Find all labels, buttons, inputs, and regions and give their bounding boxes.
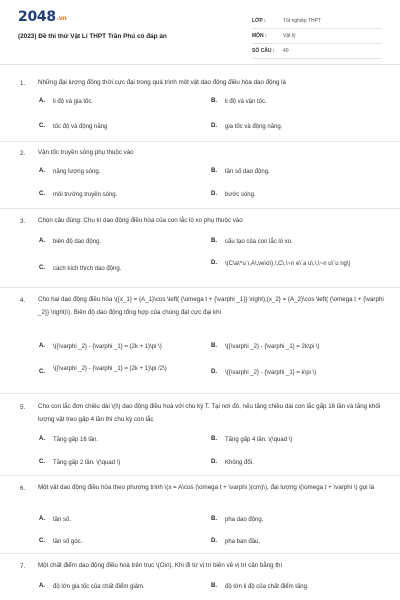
option-text: năng lượng sóng. (53, 169, 101, 175)
option-letter: A. (39, 98, 45, 104)
option-letter: B. (211, 168, 217, 174)
question-separator (0, 393, 400, 394)
meta-row-class (252, 14, 382, 29)
option-text: cấu tạo của con lắc lò xo. (225, 239, 293, 245)
option-letter: C. (39, 191, 45, 197)
question-text: Một chất điểm dao động điều hoà trên trục \(Ox\). Khi đi từ vị trí biên về vị trí cân bằng thì (38, 562, 283, 569)
meta-value: Vật lý (283, 33, 296, 39)
question-separator (0, 553, 400, 554)
option-text: độ lớn li độ của chất điểm tăng. (225, 584, 309, 590)
option-text: \({\varphi _2} - {\varphi _1} = (2k + 1)\pi \) (53, 344, 162, 350)
option-text: tần số dao động. (225, 169, 270, 175)
option-letter: C. (39, 123, 45, 129)
question-separator (0, 475, 400, 476)
question-number: 1. (20, 80, 26, 87)
option-letter: C. (39, 265, 45, 271)
question-number: 7. (20, 563, 26, 570)
question-number: 2. (20, 150, 26, 157)
option-text: li độ và gia tốc. (53, 99, 94, 105)
option-letter: C. (39, 538, 45, 544)
option-letter: A. (39, 516, 45, 522)
question-number: 4. (20, 297, 26, 304)
option-letter: B. (211, 238, 217, 244)
option-letter: B. (211, 343, 217, 349)
page-header (0, 0, 400, 60)
option-letter: D. (211, 260, 217, 266)
option-letter: C. (39, 369, 45, 375)
question-number: 6. (20, 485, 26, 492)
option-text: cách kích thích dao động. (53, 266, 122, 272)
meta-key: MÔN : (252, 33, 267, 39)
question-number: 5. (20, 404, 26, 411)
option-text: pha dao động. (225, 517, 264, 523)
option-text: gia tốc và động năng. (225, 124, 283, 130)
meta-key: SỐ CÂU : (252, 48, 275, 54)
option-text: Tăng gấp 2 lần. \(\quad \) (53, 460, 121, 466)
option-letter: B. (211, 436, 217, 442)
site-logo[interactable]: 2048.vn (18, 9, 67, 25)
option-text: Tăng gấp 4 lần. \(\quad \) (225, 437, 293, 443)
option-text: pha ban đầu. (225, 539, 261, 545)
option-text: môi trường truyền sóng. (53, 192, 118, 198)
option-letter: B. (211, 583, 217, 589)
option-letter: A. (39, 238, 45, 244)
meta-key: LỚP : (252, 18, 266, 24)
option-text: Tăng gấp 16 lần. (53, 437, 99, 443)
option-text: độ lớn gia tốc của chất điểm giảm. (53, 584, 145, 590)
option-letter: D. (211, 123, 217, 129)
option-letter: B. (211, 98, 217, 104)
option-letter: D. (211, 191, 217, 197)
question-text: Những đại lượng đồng thời cực đại trong quá trình một vật dao động điều hòa dao động là (38, 79, 286, 86)
exam-meta-table (252, 14, 382, 59)
option-letter: D. (211, 538, 217, 544)
option-text: \({\varphi _2} - {\varphi _1} = k\pi \) (225, 370, 317, 376)
option-letter: A. (39, 168, 45, 174)
question-text: Vận tốc truyền sóng phụ thuộc vào (38, 149, 134, 156)
exam-title: (2023) Đề thi thử Vật Lí THPT Trần Phú có đáp án (18, 33, 167, 40)
option-text: li độ và vận tốc. (225, 99, 267, 105)
option-letter: D. (211, 369, 217, 375)
question-separator (0, 208, 400, 209)
option-text: tần số góc. (53, 539, 83, 545)
question-text: Cho con lắc đơn chiều dài \(l\) dao động điều hoà với chu kỳ T. Tại nơi đó, nếu tăng chiều dài con lắc gấp 16 lần và tăng khối lượng vật treo gấp 4 lần thì chu kỳ con lắc (38, 403, 381, 423)
option-text: tần số. (53, 517, 72, 523)
option-text: tốc độ và động năng (53, 124, 108, 130)
header-divider (0, 64, 400, 65)
meta-row-count (252, 44, 382, 59)
option-text: Không đổi. (225, 460, 254, 466)
question-separator (0, 141, 400, 142)
question-text: Một vật dao động điều hòa theo phương trình \(x = A\cos (\omega t + \varphi )(cm)\), đại lượng \(\omega t + \varphi \) gọi là (38, 484, 375, 491)
option-letter: C. (39, 459, 45, 465)
question-separator (0, 287, 400, 288)
option-text: biên độ dao động. (53, 239, 102, 245)
option-letter: D. (211, 459, 217, 465)
option-text: \({\varphi _2} - {\varphi _1} = (2k + 1)\pi /2\) (53, 366, 167, 372)
option-letter: B. (211, 516, 217, 522)
meta-row-subject (252, 29, 382, 44)
meta-value: 40 (283, 48, 289, 54)
question-number: 3. (20, 218, 26, 225)
option-text: \({\varphi _2} - {\varphi _1} = 2k\pi \) (225, 344, 320, 350)
option-letter: A. (39, 343, 45, 349)
meta-value: Tốt nghiệp THPT (283, 18, 321, 24)
option-text: \(C\a\^u \,A\,ve\o\},\,C\,\~n e\`a u\,\,\~n u\`u ng\) (225, 261, 351, 267)
option-letter: A. (39, 583, 45, 589)
option-letter: A. (39, 436, 45, 442)
question-text: Chọn câu đúng: Chu kì dao động điều hòa của con lắc lò xo phụ thuộc vào (38, 217, 243, 224)
option-text: bước sóng. (225, 192, 256, 198)
question-text: Cho hai dao động điều hòa \({x_1} = {A_1}\cos \left( {\omega t + {\varphi _1}} \right);{x_2} = {A_2}\cos \left( {\omega t + {\varphi _2}} \right)\). Biên độ dao động tổng hợp của chúng đạt cực đại khi (38, 296, 384, 316)
